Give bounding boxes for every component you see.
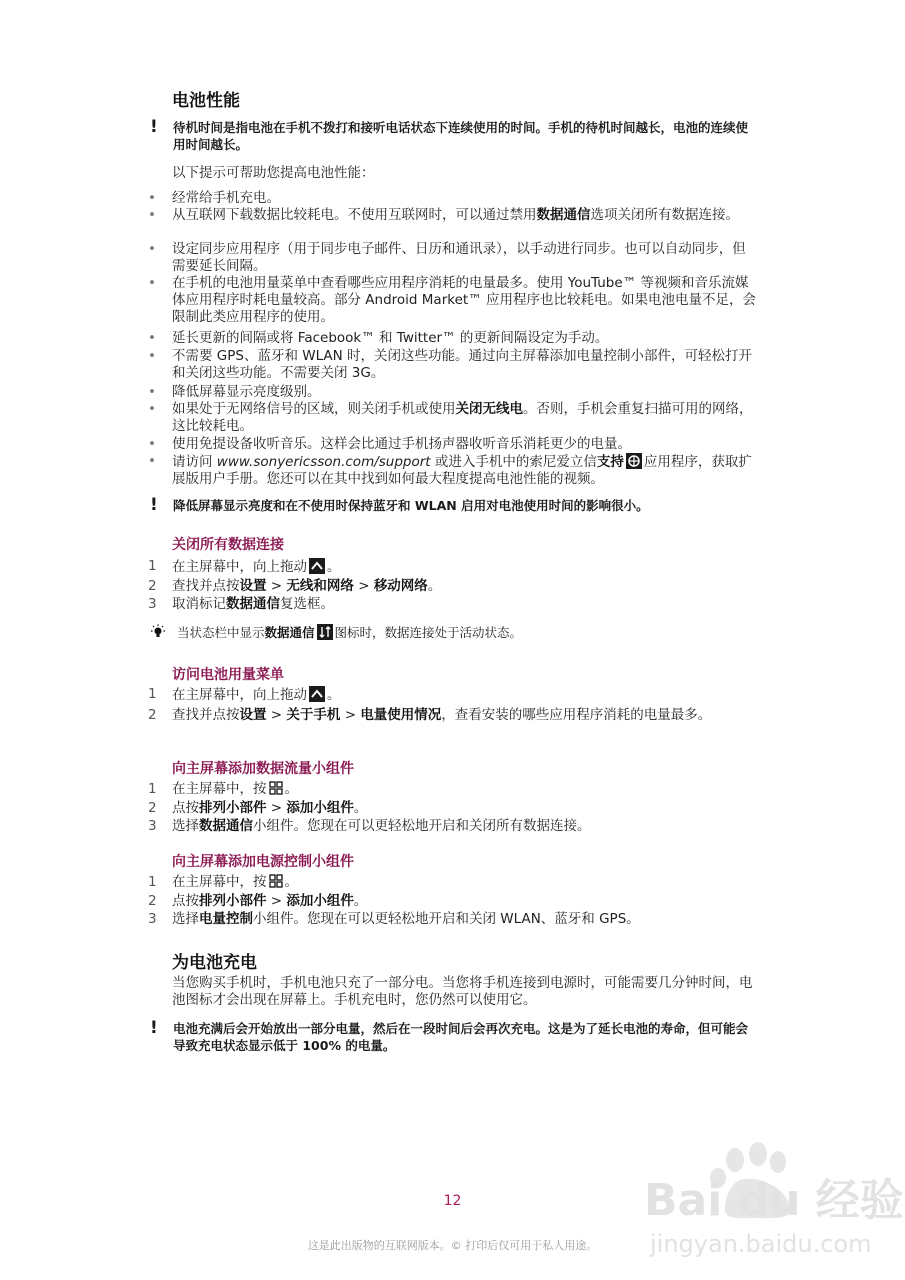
support-app-icon — [626, 453, 642, 469]
bullet-icon: • — [148, 207, 156, 223]
bullet-icon: • — [148, 241, 156, 257]
bullet-icon: • — [148, 348, 156, 364]
exclamation-icon: ! — [150, 1018, 158, 1038]
page-number: 12 — [443, 1193, 462, 1209]
drag-up-icon — [309, 558, 325, 574]
tips-intro: 以下提示可帮助您提高电池性能： — [172, 165, 375, 181]
copyright-footer: 这是此出版物的互联网版本。© 打印后仅可用于私人用途。 — [307, 1239, 598, 1252]
apps-grid-icon — [269, 781, 283, 795]
svg-text:jingyan.baidu.com: jingyan.baidu.com — [650, 1230, 872, 1258]
bullet-icon: • — [148, 401, 156, 417]
bullet-icon: • — [148, 384, 156, 400]
power-widget-heading: 向主屏幕添加电源控制小组件 — [172, 854, 354, 870]
data-traffic-icon — [317, 624, 333, 640]
support-link[interactable]: www.sonyericsson.com/support — [216, 454, 431, 470]
bullet-icon: • — [148, 330, 156, 346]
battery-usage-heading: 访问电池用量菜单 — [172, 667, 284, 683]
apps-grid-icon — [269, 874, 283, 888]
bullet-icon: • — [148, 436, 156, 452]
document-page: 电池性能 ! 待机时间是指电池在手机不拨打和接听电话状态下连续使用的时间。手机的待机时间越长，电池的连续使用时间越长。 以下提示可帮助您提高电池性能： • 经常给手机充电。 • 从互联网下载数据比较耗电。不使用互联网时，可以通过禁用数据通信选项关闭所有数据连接。 • 设定同步应用程序（用于同步电子邮件、日历和通讯录），以手动进行同步。也可以自动同步，但需要延长间隔。 • 在手机的电池用量菜单中查看哪些应用程序消耗的电量最多。使用 YouTube™ 等视频和音乐流媒体应用程序时耗电量较高。部分 Android Market™ 应用程序也比较耗电。如果电池电量不足，会限制此类应用程序的使用。 • 延长更新的间隔或将 Facebook™ 和 Twitter™ 的更新间隔设定为手动。 • 不需要 GPS、蓝牙和 WLAN 时，关闭这些功能。通过向主屏幕添加电量控制小部件，可轻松打开和关闭这些功能。不需要关闭 3G。 • 降低屏幕显示亮度级别。 • 如果处于无网络信号的区域，则关闭手机或使用关闭无线电。否则，手机会重复扫描可用的网络，这比较耗电。 • 使用免提设备收听音乐。这样会比通过手机扬声器收听音乐消耗更少的电量。 • 请访问 www.sonyericsson.com/support 或进入手机中的索尼爱立信支持 应用程序，获取扩展版用户手册。您还可以在其中找到如何最大程度提高电池性能的视频。 ! 降低屏幕显示亮度和在不使用时保持蓝牙和 WLAN 启用对电池使用时间的影响很小。 关闭所有数据连接 1 在主屏幕中，向上拖动 。 2 查找并点按设置 > 无线和网络 > 移动网络。 3 取消标记数据通信复选框。 当状态栏中显示数据通信 图标时，数据连接处于活动状态。 访问电池用量菜单 1 在主屏幕中，向上拖动 。 2 查找并点按设置 > 关于手机 > 电量使用情况，查看安装的哪些应用程序消耗的电量最多。 向主屏幕添加数据流量小组件 1 在主屏幕中，按 。 2 点按排列小部件 > 添加小组件。 3 选择数据通信小组件。您现在可以更轻松地开启和关闭所有数据连接。 向主屏幕添加电源控制小组件 1 在主屏幕中，按 。 2 点按排列小部件 > 添加小组件。 3 选择电量控制小组件。您现在可以更轻松地开启和关闭 WLAN、蓝牙和 GPS。 为电池充电 当您购买手机时，手机电池只充了一部分电。当您将手机连接到电源时，可能需要几分钟时间，电池图标才会出现在屏幕上。手机充电时，您仍然可以使用它。 ! 电池充满后会开始放出一部分电量，然后在一段时间后会再次充电。这是为了延长电池的寿命，但可能会导致充电状态显示低于 100% 的电量。 Bai du 经验 jingyan.baidu.com 12 这是此出版物的互联网版本。© 打印后仅可用于私人用途。 — [0, 0, 905, 1280]
bullet-icon: • — [148, 190, 156, 206]
charging-paragraph: 当您购买手机时，手机电池只充了一部分电。当您将手机连接到电源时，可能需要几分钟时间，电池图标才会出现在屏幕上。手机充电时，您仍然可以使用它。 — [172, 975, 753, 1008]
lightbulb-icon — [150, 624, 164, 644]
data-widget-heading: 向主屏幕添加数据流量小组件 — [172, 761, 354, 777]
bullet-icon: • — [148, 275, 156, 291]
disable-data-heading: 关闭所有数据连接 — [172, 537, 284, 553]
bullet-icon: • — [148, 453, 156, 469]
exclamation-icon: ! — [150, 495, 158, 515]
battery-performance-heading: 电池性能 — [172, 91, 240, 111]
drag-up-icon — [309, 686, 325, 702]
svg-text:Bai du 经验: Bai du 经验 — [644, 1175, 904, 1226]
exclamation-icon: ! — [150, 117, 158, 137]
charging-heading: 为电池充电 — [172, 953, 257, 973]
